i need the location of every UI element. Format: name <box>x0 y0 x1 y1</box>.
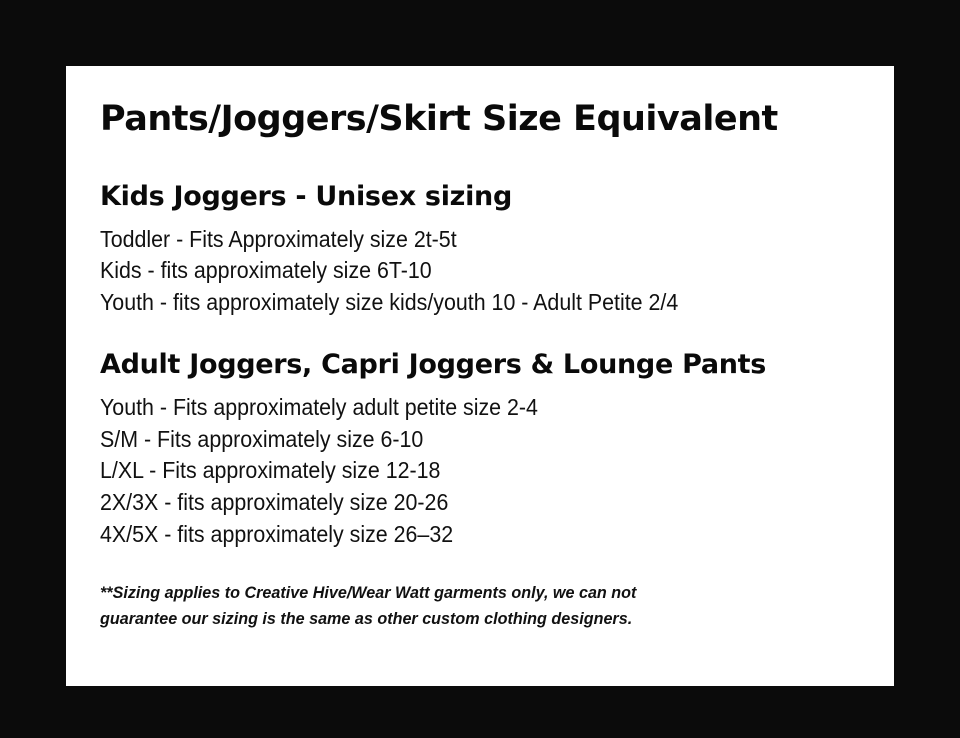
disclaimer-note <box>100 580 826 631</box>
card-content <box>66 100 894 631</box>
section-heading: Kids Joggers - Unisex sizing <box>100 180 512 212</box>
section-adult-joggers <box>100 349 864 551</box>
list-item: Youth - fits approximately size kids/youth 10 - Adult Petite 2/4 <box>100 289 679 316</box>
section-heading: Adult Joggers, Capri Joggers & Lounge Pants <box>100 348 767 380</box>
size-chart-card <box>66 66 894 686</box>
list-item: L/XL - Fits approximately size 12-18 <box>100 457 441 484</box>
section-kids-joggers <box>100 181 864 319</box>
list-item: 2X/3X - fits approximately size 20-26 <box>100 489 449 515</box>
list-item: Kids - fits approximately size 6T-10 <box>100 257 432 284</box>
disclaimer-line: **Sizing applies to Creative Hive/Wear Watt garments only, we can not <box>100 583 637 603</box>
list-item: Toddler - Fits Approximately size 2t-5t <box>100 225 457 252</box>
page-title: Pants/Joggers/Skirt Size Equivalent <box>100 99 778 139</box>
list-item: S/M - Fits approximately size 6-10 <box>100 425 424 452</box>
list-item: Youth - Fits approximately adult petite size 2-4 <box>100 393 538 420</box>
list-item: 4X/5X - fits approximately size 26–32 <box>100 520 454 547</box>
disclaimer-line: guarantee our sizing is the same as other custom clothing designers. <box>100 608 633 628</box>
